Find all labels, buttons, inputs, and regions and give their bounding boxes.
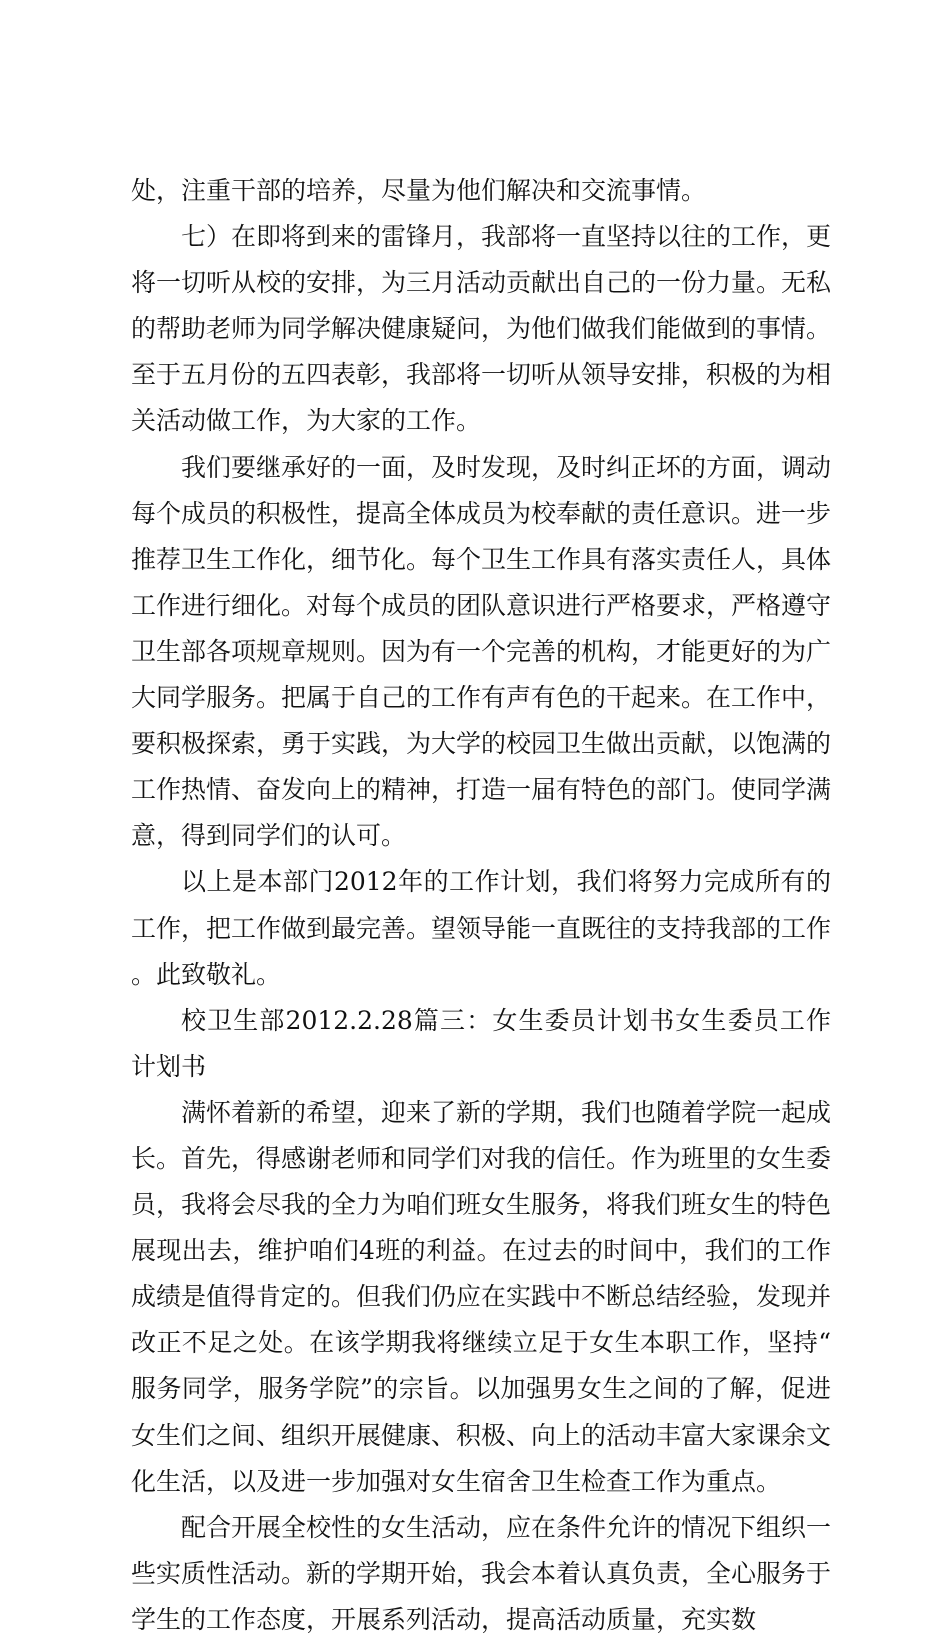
document-body: [131, 168, 831, 1643]
paragraph-plan-summary: 以上是本部门2012年的工作计划，我们将努力完成所有的工作，把工作做到最完善。望领导能一直既往的支持我部的工作。此致敬礼。: [131, 867, 832, 989]
paragraph-signature-heading: 校卫生部2012.2.28篇三：女生委员计划书女生委员工作计划书: [131, 1005, 831, 1081]
paragraph-continuation: 处，注重干部的培养，尽量为他们解决和交流事情。: [131, 176, 707, 205]
paragraph-school-activities: 配合开展全校性的女生活动，应在条件允许的情况下组织一些实质性活动。新的学期开始，我会本着认真负责，全心服务于学生的工作态度，开展系列活动，提高活动质量，充实数: [131, 1512, 832, 1634]
paragraph-new-semester: 满怀着新的希望，迎来了新的学期，我们也随着学院一起成长。首先，得感谢老师和同学们对我的信任。作为班里的女生委员，我将会尽我的全力为咱们班女生服务，将我们班女生的特色展现出去，维护咱们4班的利益。在过去的时间中，我们的工作成绩是值得肯定的。但我们仍应在实践中不断总结经验，发现并改正不足之处。在该学期我将继续立足于女生本职工作，坚持“服务同学，服务学院”的宗旨。以加强男女生之间的了解，促进女生们之间、组织开展健康、积极、向上的活动丰富大家课余文化生活，以及进一步加强对女生宿舍卫生检查工作为重点。: [131, 1097, 832, 1496]
paragraph-inherit-good: 我们要继承好的一面，及时发现，及时纠正坏的方面，调动每个成员的积极性，提高全体成员为校奉献的责任意识。进一步推荐卫生工作化，细节化。每个卫生工作具有落实责任人，具体工作进行细化。对每个成员的团队意识进行严格要求，严格遵守卫生部各项规章规则。因为有一个完善的机构，才能更好的为广大同学服务。把属于自己的工作有声有色的干起来。在工作中，要积极探索，勇于实践，为大学的校园卫生做出贡献，以饱满的工作热情、奋发向上的精神，打造一届有特色的部门。使同学满意，得到同学们的认可。: [131, 452, 832, 851]
paragraph-leifeng-month: 七）在即将到来的雷锋月，我部将一直坚持以往的工作，更将一切听从校的安排，为三月活动贡献出自己的一份力量。无私的帮助老师为同学解决健康疑问，为他们做我们能做到的事情。至于五月份的五四表彰，我部将一切听从领导安排，积极的为相关活动做工作，为大家的工作。: [131, 222, 832, 436]
